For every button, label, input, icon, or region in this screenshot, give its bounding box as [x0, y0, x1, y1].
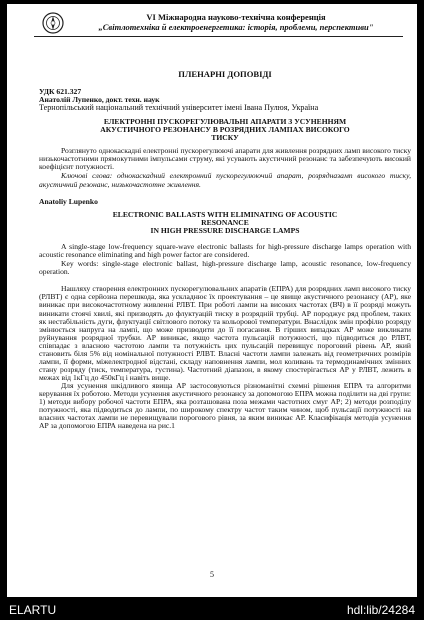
article-body — [39, 44, 411, 430]
title-ua — [39, 118, 411, 142]
header-rule — [34, 36, 403, 37]
author-en: Anatoliy Lupenko — [39, 196, 98, 206]
title-ua-line: АКУСТИЧНОГО РЕЗОНАНСУ В РОЗРЯДНИХ ЛАМПАХ ВИСОКОГО — [100, 124, 350, 134]
keywords-ua-text: однокаскадний електронний пускорегулюючий апарат, розрядназамп високого тиску, акустичний резонанс, низькочастотне живлення. — [39, 171, 411, 189]
conference-title-line1: VI Міжнародна науково-технічна конференція — [146, 12, 326, 22]
section-title: ПЛЕНАРНІ ДОПОВІДІ — [178, 69, 272, 79]
page-number: 5 — [210, 570, 214, 579]
body-paragraph-1: Нашляху створення електронних пускорегулювальних апаратів (ЕПРА) для розрядних ламп високого тиску (РЛВТ) є одна серйозна перешкода, яка ускладнює їх проектування – це явище акустичного резонансу (АР), яке виникає при високочастотному живленні РЛВТ. При роботі лампи на високих частотах (ВЧ) в її розряді можуть виникати стоячі хвилі, які призводять до флуктуацій тиску в розрядній трубці. АР породжує ряд проблем, таких як нестабільність дуги, флуктуації світлового потоку та кольорової температури. Внаслідок змін профілю розряду змінюється напруга на лампі, що може призводити до її погасання. В гірших випадках АР може викликати руйнування розрядної трубки. АР виникає, якщо частота пульсацій потужності, що підводиться до РЛВТ, співпадає з власною частотою лампи та потужність цих пульсацій перевищує пороговий рівень АР, який становить біля 5% від номінальної потужності РЛВТ. Власні частоти лампи залежать від геометричних розмірів лампи, її форми, міжелектродної відстані, складу наповнення лампи, мол коливань та термодинамічних змінних стану розряду (тиск, температура, густина). Частотний діапазон, в якому спостерігається АР у РЛВТ, лежить в межах від 1кГц до 450кГц і навіть вище. — [39, 284, 411, 382]
body-paragraph-2: Для усунення шкідливого явища АР застосовуються різноманітні схемні рішення ЕПРА та алгоритми керування їх роботою. Методи усунення акустичного резонансу за допомогою ЕПРА можна поділити на дві групи: 1) методи вибору робочої частоти ЕПРА, яка розташована поза межами частотних смуг АР; 2) методи розподілу потужності, яка підводиться до лампи, по широкому спектру частот таким чином, щоб пульсації потужності на власних частотах лампи не перевищували порогового рівня, за яким виникає АР. Класифікація методів усунення АР за допомогою ЕПРА наведена на рис.1 — [39, 380, 411, 431]
running-header — [71, 12, 401, 32]
keywords-ua — [39, 172, 411, 188]
title-en — [39, 211, 411, 235]
udk-code: УДК 621.327 — [39, 87, 82, 97]
abstract-ua: Розглянуто однокаскадні електронні пускорегулюючі апарати для живлення розрядних ламп високого тиску низькочастотними прямокутними імпульсами струму, які усувають акустичний резонанс та забезпечують високий коефіцієнт потужності. — [39, 146, 411, 172]
repository-footer — [0, 600, 424, 620]
keywords-en: Key words: single-stage electronic ballast, high-pressure discharge lamp, acoustic resonance, low-frequency operation. — [39, 259, 411, 277]
title-en-line: RESONANCE — [201, 217, 249, 227]
title-en-line: ELECTRONIC BALLASTS WITH ELIMINATING OF ACOUSTIC — [112, 209, 338, 219]
affiliation: Тернопільський національний технічний університет імені Івана Пулюя, Україна — [39, 103, 319, 113]
conference-title-line2: „Світлотехніка й електроенергетика: історія, проблеми, перспективи" — [98, 22, 374, 32]
conference-logo-icon — [42, 12, 64, 34]
repository-name: ELARTU — [9, 603, 57, 617]
keywords-ua-label: Ключові слова: — [61, 171, 113, 181]
title-en-line: IN HIGH PRESSURE DISCHARGE LAMPS — [150, 225, 300, 235]
title-ua-line: ЕЛЕКТРОННІ ПУСКОРЕГУЛЮВАЛЬНІ АПАРАТИ З УСУНЕННЯМ — [103, 116, 347, 126]
title-ua-line: ТИСКУ — [211, 133, 239, 143]
paper-page — [7, 4, 417, 597]
handle-id: hdl:lib/24284 — [346, 603, 415, 617]
abstract-en: A single-stage low-frequency square-wave electronic ballasts for high-pressure discharge lamps operation with acoustic resonance eliminating and high power factor are considered. — [39, 242, 411, 260]
author-ua: Анатолій Лупенко, докт. техн. наук — [39, 95, 160, 105]
